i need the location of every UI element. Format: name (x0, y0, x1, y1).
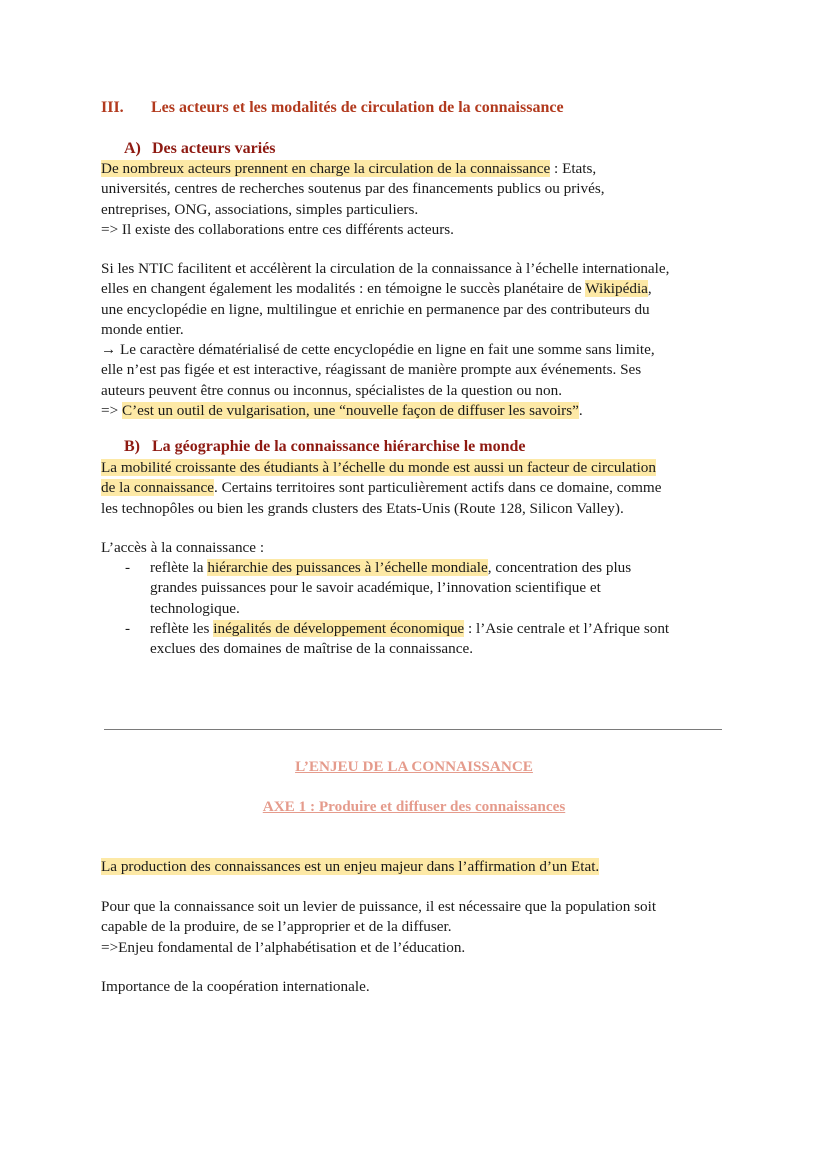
text-line (101, 279, 731, 299)
subheading-letter: B) (124, 438, 140, 455)
text: reflète les (150, 619, 214, 637)
section-title: Les acteurs et les modalités de circulation de la connaissance (151, 99, 564, 116)
highlight: La production des connaissances est un enjeu majeur dans l’affirmation d’un Etat. (101, 858, 600, 875)
text-line (101, 401, 731, 421)
text: elles en changent également les modalités : en témoigne le succès planétaire de (101, 280, 586, 298)
text-line: Si les NTIC facilitent et accélèrent la circulation de la connaissance à l’échelle internationale, (101, 260, 670, 277)
enjeu-title: L’ENJEU DE LA CONNAISSANCE (295, 758, 533, 775)
highlight: La mobilité croissante des étudiants à l’échelle du monde est aussi un facteur de circulation (101, 459, 656, 476)
text-line: Pour que la connaissance soit un levier de puissance, il est nécessaire que la population soit (101, 898, 657, 915)
subheading-b (124, 438, 525, 456)
list-item (101, 558, 741, 619)
text-line (101, 458, 731, 478)
paragraph-mobility (101, 458, 731, 519)
paragraph-levier (101, 897, 731, 958)
text: . (578, 402, 583, 420)
text: : Etats, (550, 160, 597, 177)
subheading-title: Des acteurs variés (152, 140, 276, 157)
paragraph-production (101, 857, 731, 877)
access-intro: L’accès à la connaissance : (101, 539, 265, 556)
text-line: → Le caractère dématérialisé de cette encyclopédie en ligne en fait une somme sans limite, (101, 341, 655, 359)
text: . Certains territoires sont particulièrement actifs dans ce domaine, comme (214, 479, 662, 497)
highlight: De nombreux acteurs prennent en charge la circulation de la connaissance (101, 160, 551, 177)
text-line: entreprises, ONG, associations, simples particuliers. (101, 200, 419, 218)
text: reflète la (150, 559, 208, 576)
text-line: elle n’est pas figée et est interactive, réagissant de manière prompte aux événements. Ses (101, 361, 642, 379)
text-line: capable de la produire, de se l’approprier et de la diffuser. (101, 918, 452, 936)
bullet-dash: - (125, 559, 131, 576)
text-line: auteurs peuvent être connus ou inconnus, spécialistes de la question ou non. (101, 381, 563, 399)
subheading-letter: A) (124, 140, 141, 157)
subheading-a (124, 140, 276, 158)
text-line (101, 159, 731, 179)
subheading-title: La géographie de la connaissance hiérarchise le monde (152, 438, 526, 455)
text-line (150, 558, 741, 578)
text-line: les technopôles ou bien les grands clusters des Etats-Unis (Route 128, Silicon Valley). (101, 499, 624, 517)
list-item (101, 619, 741, 660)
text-line: grandes puissances pour le savoir académique, l’innovation scientifique et (150, 579, 601, 597)
paragraph-ntic (101, 259, 731, 421)
text-line: une encyclopédie en ligne, multilingue et enrichie en permanence par des contributeurs du (101, 300, 650, 318)
axe-title: AXE 1 : Produire et diffuser des connaissances (262, 798, 566, 815)
highlight: Wikipédia (585, 280, 648, 298)
text-line: => Il existe des collaborations entre ces différents acteurs. (101, 220, 454, 238)
text-line: technologique. (150, 599, 240, 617)
section-heading-3 (101, 99, 564, 117)
paragraph-cooperation: Importance de la coopération internationale. (101, 978, 370, 995)
text: : l’Asie centrale et l’Afrique sont (464, 619, 670, 637)
text-line (150, 619, 741, 639)
paragraph-actors (101, 159, 731, 240)
text-line: =>Enjeu fondamental de l’alphabétisation et de l’éducation. (101, 938, 466, 956)
text: , (647, 280, 652, 298)
text-line: monde entier. (101, 320, 184, 338)
section-number: III. (101, 99, 124, 116)
bullet-list (101, 558, 741, 659)
text-line: universités, centres de recherches soutenus par des financements publics ou privés, (101, 180, 605, 198)
highlight: C’est un outil de vulgarisation, une “nouvelle façon de diffuser les savoirs” (121, 402, 579, 420)
text-line (101, 478, 731, 498)
highlight: hiérarchie des puissances à l’échelle mondiale (207, 559, 488, 576)
highlight: inégalités de développement économique (213, 619, 465, 637)
bullet-dash: - (125, 619, 131, 637)
highlight: de la connaissance (101, 479, 215, 497)
text: , concentration des plus (487, 559, 632, 576)
text-line: exclues des domaines de maîtrise de la connaissance. (150, 640, 474, 658)
horizontal-divider (104, 729, 722, 730)
text: => (101, 402, 122, 420)
